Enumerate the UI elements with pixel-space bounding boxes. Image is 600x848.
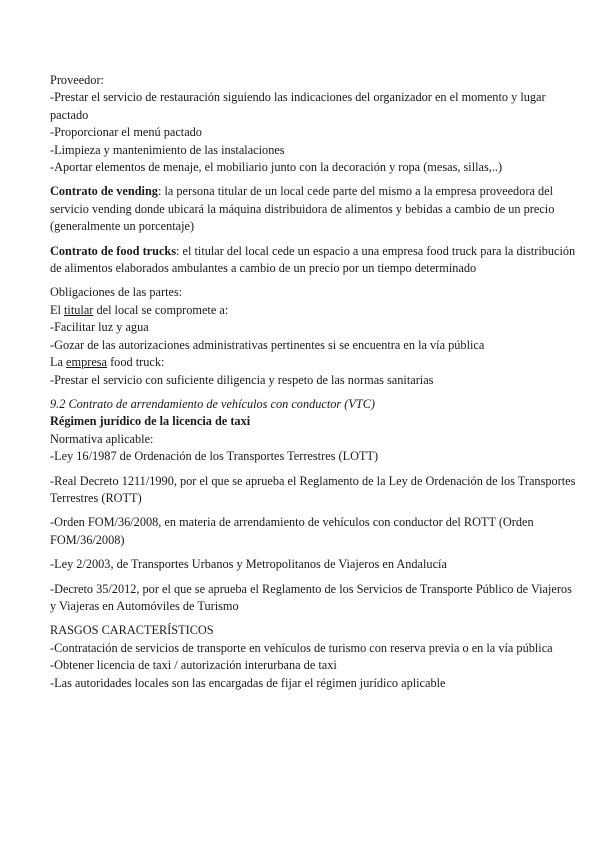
- rasgos-heading: RASGOS CARACTERÍSTICOS: [50, 623, 214, 638]
- foodtrucks-paragraph: [50, 243, 580, 278]
- foodtrucks-term: Contrato de food trucks: [50, 243, 177, 258]
- provider-obligations: [50, 72, 580, 176]
- list-item: -Prestar el servicio de restauración siguiendo las indicaciones del organizador en el momento y lugar pactado: [50, 90, 546, 122]
- section-subtitle: 9.2 Contrato de arrendamiento de vehículos con conductor (VTC): [50, 396, 376, 411]
- list-item: -Facilitar luz y agua: [50, 320, 149, 335]
- law-item: -Real Decreto 1211/1990, por el que se aprueba el Reglamento de la Ley de Ordenación de los Transportes Terrestres (ROTT): [50, 473, 576, 505]
- titular-prefix: El: [50, 302, 65, 317]
- empresa-prefix: La: [50, 355, 67, 370]
- empresa-suffix: food truck:: [107, 355, 165, 370]
- foodtrucks-text: : el titular del local cede un espacio a una empresa food truck para la distribución de alimentos elaborados ambulantes a cambio de un precio por un tiempo determinado: [50, 243, 576, 276]
- list-item: -Prestar el servicio con suficiente diligencia y respeto de las normas sanitarias: [50, 372, 434, 387]
- section-92: [50, 396, 580, 466]
- titular-suffix: del local se compromete a:: [93, 302, 229, 317]
- document-body: [50, 72, 580, 692]
- normativa-label: Normativa aplicable:: [50, 431, 154, 446]
- list-item: -Contratación de servicios de transporte en vehículos de turismo con reserva previa o en la vía pública: [50, 640, 553, 655]
- empresa-line: [50, 354, 580, 371]
- list-item: -Limpieza y mantenimiento de las instalaciones: [50, 142, 285, 157]
- obligations-heading: Obligaciones de las partes:: [50, 285, 183, 300]
- law-item: -Decreto 35/2012, por el que se aprueba el Reglamento de los Servicios de Transporte Público de Viajeros y Viajeras en Automóviles de Turismo: [50, 581, 572, 613]
- obligations-block: [50, 284, 580, 388]
- list-item: -Aportar elementos de menaje, el mobiliario junto con la decoración y ropa (mesas, sillas,..): [50, 160, 503, 175]
- vending-paragraph: [50, 183, 580, 235]
- vending-text: : la persona titular de un local cede parte del mismo a la empresa proveedora del servicio vending donde ubicará la máquina distribuidora de alimentos y bebidas a cambio de un precio (generalmente un porcentaje): [50, 184, 555, 234]
- titular-word: titular: [64, 302, 94, 317]
- list-item: -Gozar de las autorizaciones administrativas pertinentes si se encuentra en la vía pública: [50, 337, 485, 352]
- list-item: -Obtener licencia de taxi / autorización interurbana de taxi: [50, 658, 337, 673]
- law-item: -Ley 2/2003, de Transportes Urbanos y Metropolitanos de Viajeros en Andalucía: [50, 557, 447, 572]
- law-item: -Orden FOM/36/2008, en materia de arrendamiento de vehículos con conductor del ROTT (Orden FOM/36/2008): [50, 515, 534, 547]
- vending-term: Contrato de vending: [50, 184, 158, 199]
- titular-line: [50, 302, 580, 319]
- law-item: -Ley 16/1987 de Ordenación de los Transportes Terrestres (LOTT): [50, 449, 379, 464]
- section-title: Régimen jurídico de la licencia de taxi: [50, 414, 251, 429]
- list-item: -Las autoridades locales son las encargadas de fijar el régimen jurídico aplicable: [50, 675, 446, 690]
- list-item: -Proporcionar el menú pactado: [50, 125, 202, 140]
- provider-heading: Proveedor:: [50, 73, 104, 87]
- empresa-word: empresa: [66, 355, 108, 370]
- rasgos-block: [50, 622, 580, 692]
